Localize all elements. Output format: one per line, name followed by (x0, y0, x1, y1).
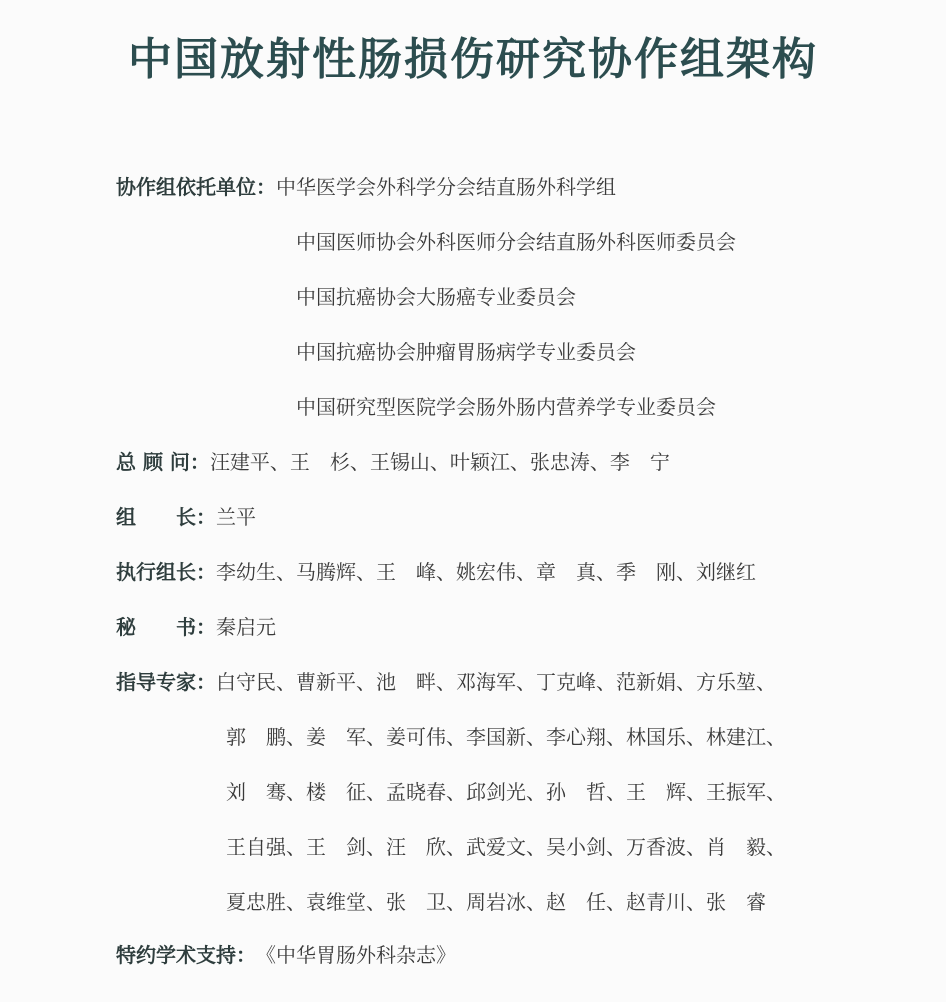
group-leader-value: 兰平 (216, 505, 256, 529)
supporting-units-row (116, 172, 616, 202)
guiding-experts-line: 夏忠胜、袁维堂、张 卫、周岩冰、赵 任、赵青川、张 睿 (226, 890, 766, 914)
group-leader-label: 组 长： (116, 505, 216, 529)
guiding-experts-label: 指导专家： (116, 670, 216, 694)
supporting-unit-item: 中国抗癌协会肿瘤胃肠病学专业委员会 (296, 340, 636, 364)
supporting-unit-item: 中华医学会外科学分会结直肠外科学组 (276, 175, 616, 199)
guiding-experts-row (116, 667, 776, 697)
executive-leaders-label: 执行组长： (116, 560, 216, 584)
secretary-value: 秦启元 (216, 615, 276, 639)
academic-support-label: 特约学术支持： (116, 943, 256, 967)
supporting-unit-item: 中国医师协会外科医师分会结直肠外科医师委员会 (296, 230, 736, 254)
executive-leaders-row (116, 557, 756, 587)
supporting-units-label: 协作组依托单位： (116, 175, 276, 199)
page-title: 中国放射性肠损伤研究协作组架构 (128, 34, 818, 85)
guiding-experts-line: 白守民、曹新平、池 畔、邓海军、丁克峰、范新娟、方乐堃、 (216, 670, 776, 694)
academic-support-row (116, 940, 456, 970)
academic-support-value: 《中华胃肠外科杂志》 (256, 943, 456, 967)
secretary-label: 秘 书： (116, 615, 216, 639)
general-advisor-row (116, 447, 670, 477)
secretary-row (116, 612, 276, 642)
supporting-unit-item: 中国研究型医院学会肠外肠内营养学专业委员会 (296, 395, 716, 419)
executive-leaders-value: 李幼生、马腾辉、王 峰、姚宏伟、章 真、季 刚、刘继红 (216, 560, 756, 584)
general-advisor-value: 汪建平、王 杉、王锡山、叶颖江、张忠涛、李 宁 (209, 450, 670, 474)
guiding-experts-line: 王自强、王 剑、汪 欣、武爱文、吴小剑、万香波、肖 毅、 (226, 835, 786, 859)
general-advisor-label: 总 顾 问： (116, 450, 210, 474)
supporting-unit-item: 中国抗癌协会大肠癌专业委员会 (296, 285, 576, 309)
group-leader-row (116, 502, 256, 532)
guiding-experts-line: 刘 骞、楼 征、孟晓春、邱剑光、孙 哲、王 辉、王振军、 (226, 780, 786, 804)
guiding-experts-line: 郭 鹏、姜 军、姜可伟、李国新、李心翔、林国乐、林建江、 (226, 725, 786, 749)
